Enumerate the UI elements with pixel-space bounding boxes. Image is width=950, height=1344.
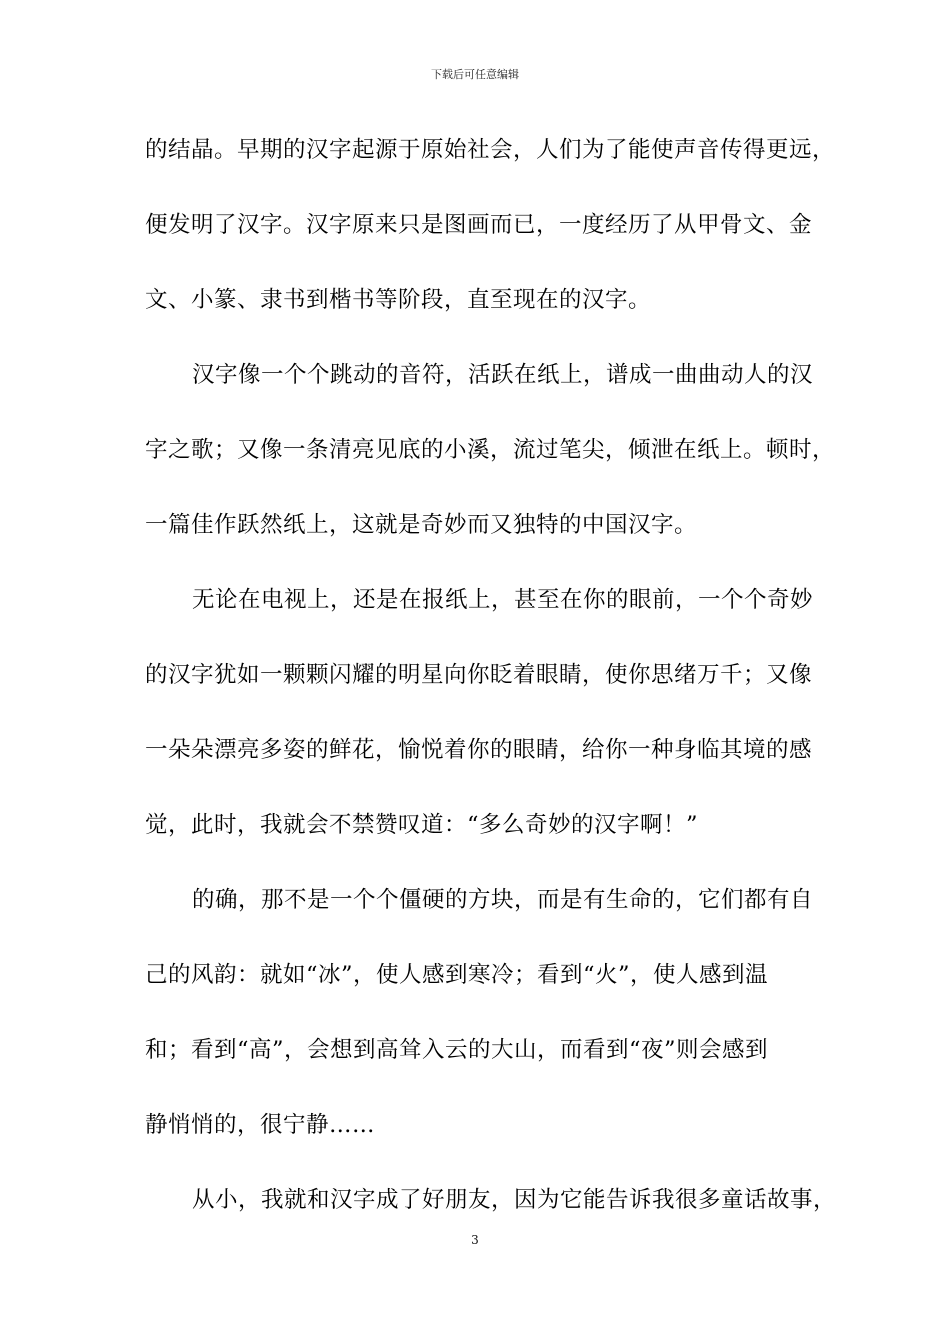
body-line: 便发明了汉字。汉字原来只是图画而已，一度经历了从甲骨文、金 (145, 212, 813, 238)
body-line: 的汉字犹如一颗颗闪耀的明星向你眨着眼睛，使你思绪万千；又像 (145, 662, 813, 688)
body-line: 己的风韵：就如“冰”，使人感到寒冷；看到“火”，使人感到温 (145, 962, 769, 988)
body-line-paragraph-start: 从小，我就和汉字成了好朋友，因为它能告诉我很多童话故事， (192, 1187, 837, 1213)
body-line: 觉，此时，我就会不禁赞叹道：“多么奇妙的汉字啊！” (145, 812, 699, 838)
body-line: 的结晶。早期的汉字起源于原始社会，人们为了能使声音传得更远， (145, 137, 836, 163)
page-number: 3 (471, 1233, 479, 1247)
body-line: 和；看到“高”，会想到高耸入云的大山，而看到“夜”则会感到 (145, 1037, 769, 1063)
body-line: 静悄悄的，很宁静…… (145, 1112, 376, 1138)
body-line-paragraph-start: 汉字像一个个跳动的音符，活跃在纸上，谱成一曲曲动人的汉 (192, 362, 814, 388)
body-line: 一朵朵漂亮多姿的鲜花，愉悦着你的眼睛，给你一种身临其境的感 (145, 737, 813, 763)
body-line: 字之歌；又像一条清亮见底的小溪，流过笔尖，倾泄在纸上。顿时， (145, 437, 836, 463)
page-header: 下载后可任意编辑 (431, 68, 519, 81)
body-line-paragraph-start: 无论在电视上，还是在报纸上，甚至在你的眼前，一个个奇妙 (192, 587, 814, 613)
body-line: 一篇佳作跃然纸上，这就是奇妙而又独特的中国汉字。 (145, 512, 698, 538)
body-line: 文、小篆、隶书到楷书等阶段，直至现在的汉字。 (145, 287, 652, 313)
body-line-paragraph-start: 的确，那不是一个个僵硬的方块，而是有生命的，它们都有自 (192, 887, 814, 913)
